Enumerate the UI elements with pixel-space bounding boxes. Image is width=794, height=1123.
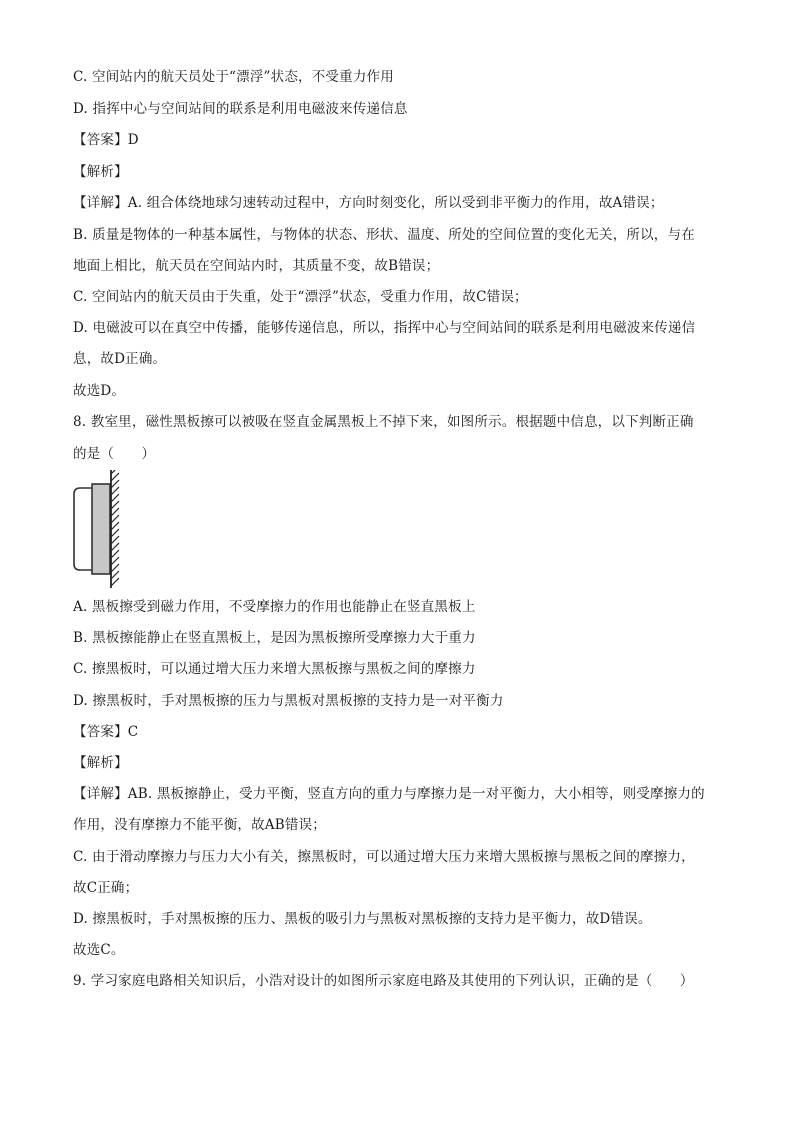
explanation-q7-d2: 息，故D正确。 bbox=[73, 351, 167, 367]
explanation-q7-b2: 地面上相比，航天员在空间站内时，其质量不变，故B错误； bbox=[73, 258, 440, 274]
explanation-q8-c1: C. 由于滑动摩擦力与压力大小有关，擦黑板时，可以通过增大压力来增大黑板擦与黑板之间的摩擦力， bbox=[73, 849, 695, 865]
option-d-q8: D. 擦黑板时，手对黑板擦的压力与黑板对黑板擦的支持力是一对平衡力 bbox=[73, 693, 504, 709]
option-c-q8: C. 擦黑板时，可以通过增大压力来增大黑板擦与黑板之间的摩擦力 bbox=[73, 661, 476, 677]
analysis-heading-q7: 【解析】 bbox=[73, 164, 128, 180]
option-a-q8: A. 黑板擦受到磁力作用，不受摩擦力的作用也能静止在竖直黑板上 bbox=[73, 599, 476, 615]
conclusion-q7: 故选D。 bbox=[73, 383, 126, 399]
explanation-q8-ab2: 作用，没有摩擦力不能平衡，故AB错误； bbox=[73, 817, 326, 833]
blackboard-eraser-figure bbox=[70, 470, 126, 588]
explanation-q8-d: D. 擦黑板时，手对黑板擦的压力、黑板的吸引力与黑板对黑板擦的支持力是平衡力，故D错误。 bbox=[73, 911, 652, 927]
analysis-heading-q8: 【解析】 bbox=[73, 755, 128, 771]
explanation-q7-d1: D. 电磁波可以在真空中传播，能够传递信息，所以，指挥中心与空间站间的联系是利用电磁波来传递信 bbox=[73, 320, 696, 336]
explanation-q7-a: 【详解】A. 组合体绕地球匀速转动过程中，方向时刻变化，所以受到非平衡力的作用，故A错误； bbox=[73, 195, 664, 211]
conclusion-q8: 故选C。 bbox=[73, 942, 125, 958]
answer-q8: 【答案】C bbox=[73, 724, 139, 740]
eraser-handle-shape bbox=[74, 488, 92, 570]
option-c-q7: C. 空间站内的航天员处于“漂浮”状态，不受重力作用 bbox=[73, 69, 394, 85]
explanation-q8-ab1: 【详解】AB. 黑板擦静止，受力平衡，竖直方向的重力与摩擦力是一对平衡力，大小相等，则受摩擦力的 bbox=[73, 786, 705, 802]
question-9-line1: 9. 学习家庭电路相关知识后，小浩对设计的如图所示家庭电路及其使用的下列认识，正确的是（ ） bbox=[73, 973, 694, 989]
answer-q7: 【答案】D bbox=[73, 132, 139, 148]
option-d-q7: D. 指挥中心与空间站间的联系是利用电磁波来传递信息 bbox=[73, 101, 408, 117]
explanation-q8-c2: 故C正确； bbox=[73, 880, 139, 896]
option-b-q8: B. 黑板擦能静止在竖直黑板上，是因为黑板擦所受摩擦力大于重力 bbox=[73, 630, 476, 646]
explanation-q7-b1: B. 质量是物体的一种基本属性，与物体的状态、形状、温度、所处的空间位置的变化无关，所以，与在 bbox=[73, 227, 695, 243]
question-8-line2: 的是（ ） bbox=[73, 446, 156, 462]
question-8-line1: 8. 教室里，磁性黑板擦可以被吸在竖直金属黑板上不掉下来，如图所示。根据题中信息，以下判断正确 bbox=[73, 414, 694, 430]
wall-hatching bbox=[111, 470, 119, 586]
explanation-q7-c: C. 空间站内的航天员由于失重，处于“漂浮”状态，受重力作用，故C错误； bbox=[73, 289, 528, 305]
eraser-pad-shape bbox=[92, 484, 110, 574]
